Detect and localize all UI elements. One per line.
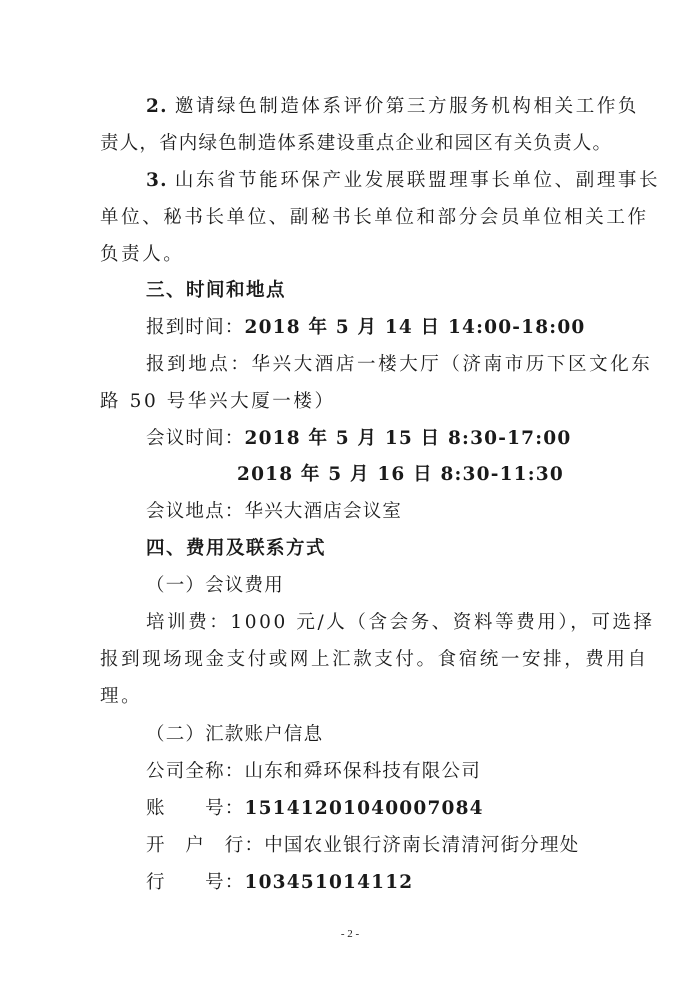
bank-name-value: 中国农业银行济南长清清河街分理处 (264, 835, 580, 856)
item2-number: 2. (146, 96, 168, 117)
account-number (146, 796, 484, 822)
item3-number: 3. (146, 170, 168, 191)
checkin-time (146, 315, 585, 341)
bank-number-value: 103451014112 (244, 872, 414, 893)
fee-line1: 培训费：1000 元/人（含会务、资料等费用），可选择 (146, 612, 655, 633)
bank-name-label: 开 户 行： (146, 835, 265, 856)
bank-number-label: 行 号： (146, 872, 245, 893)
checkin-time-label: 报到时间： (146, 317, 245, 338)
meeting-time-label: 会议时间： (146, 428, 245, 449)
bank-name (146, 833, 579, 859)
meeting-time (146, 426, 571, 452)
item2-line2: 责人，省内绿色制造体系建设重点企业和园区有关负责人。 (100, 133, 613, 154)
meeting-fee-subheading: （一）会议费用 (146, 575, 284, 596)
account-info-subheading: （二）汇款账户信息 (146, 724, 324, 745)
item2-text: 邀请绿色制造体系评价第三方服务机构相关工作负 (174, 96, 640, 117)
item3-line1 (146, 168, 660, 194)
item3-line2: 单位、秘书长单位、副秘书长单位和部分会员单位相关工作 (100, 207, 649, 228)
section3-heading: 三、时间和地点 (146, 280, 287, 301)
meeting-time-value-1: 2018 年 5 月 15 日 8:30-17:00 (244, 428, 572, 449)
fee-line2: 报到现场现金支付或网上汇款支付。食宿统一安排，费用自 (100, 649, 649, 670)
account-number-value: 15141201040007084 (244, 798, 484, 819)
bank-number (146, 870, 413, 896)
account-number-label: 账 号： (146, 798, 245, 819)
section4-heading: 四、费用及联系方式 (146, 538, 327, 559)
meeting-place: 会议地点：华兴大酒店会议室 (146, 501, 403, 522)
item3-line3: 负责人。 (100, 244, 185, 265)
checkin-place-line2: 路 50 号华兴大厦一楼） (100, 391, 336, 412)
company-name: 公司全称：山东和舜环保科技有限公司 (146, 761, 481, 782)
fee-line3: 理。 (100, 686, 143, 707)
item2-line1 (146, 94, 639, 120)
checkin-time-value: 2018 年 5 月 14 日 14:00-18:00 (244, 317, 586, 338)
checkin-place-line1: 报到地点：华兴大酒店一楼大厅（济南市历下区文化东 (146, 354, 653, 375)
item3-text: 山东省节能环保产业发展联盟理事长单位、副理事长 (174, 170, 661, 191)
meeting-time-value-2: 2018 年 5 月 16 日 8:30-11:30 (237, 464, 564, 485)
page-number: - 2 - (340, 928, 360, 940)
